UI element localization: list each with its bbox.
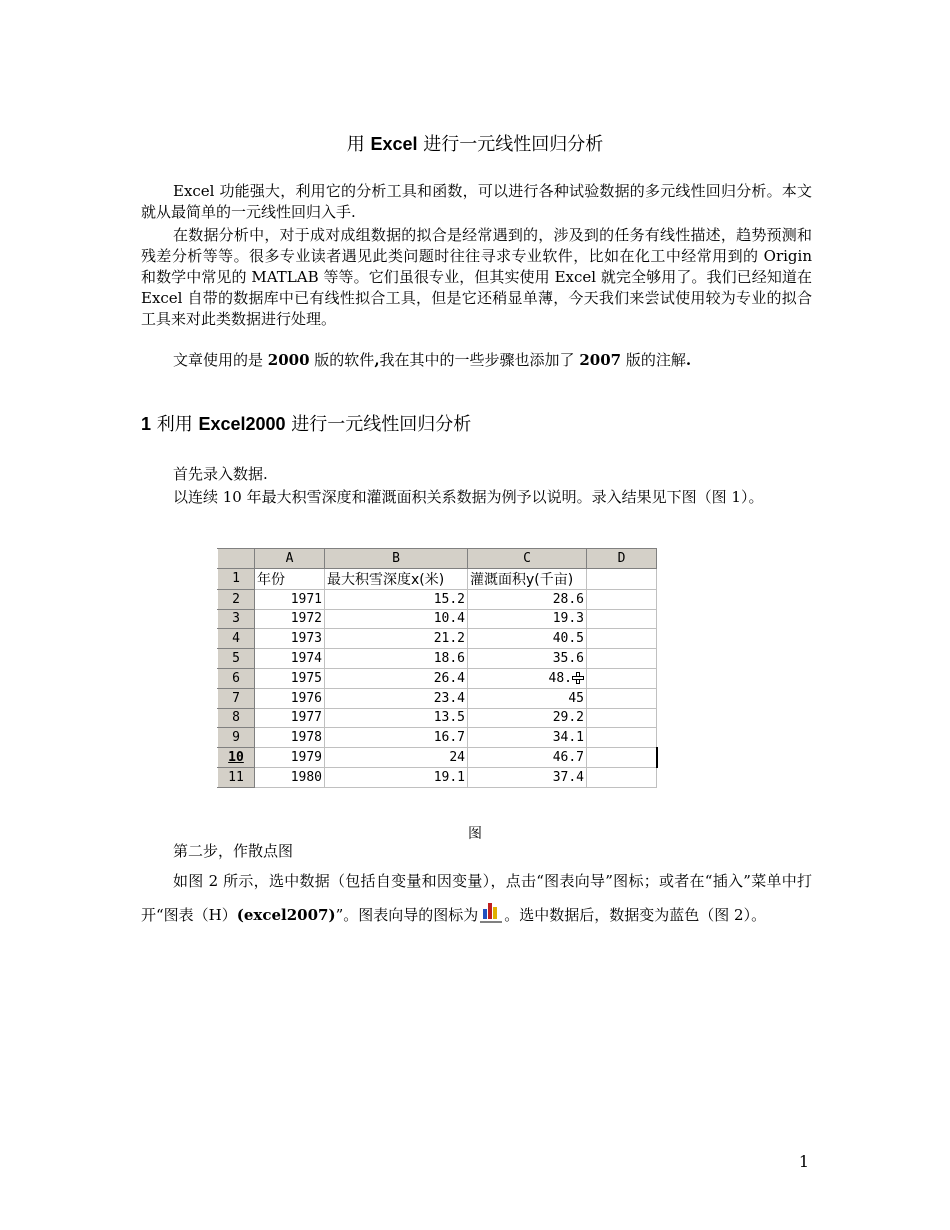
cell-year: 1973 xyxy=(255,629,325,649)
cell-y: 45 xyxy=(468,688,587,708)
table-row xyxy=(218,708,657,728)
cell-x: 23.4 xyxy=(325,688,468,708)
chart-wizard-icon xyxy=(480,899,502,923)
cell-empty xyxy=(587,668,657,688)
intro-paragraph-3: 文章使用的是 2000 版的软件,我在其中的一些步骤也添加了 2007 版的注解. xyxy=(173,351,692,369)
table-row xyxy=(218,748,657,768)
cell-x: 26.4 xyxy=(325,668,468,688)
step2-paragraph-2: 如图 2 所示，选中数据（包括自变量和因变量），点击“图表向导”图标；或者在“插入”菜单中打开“图表（H）(excel2007)”。图表向导的图标为 。选中数据后，数据变为蓝色（图 2）。 xyxy=(141,872,812,924)
cell-y: 37.4 xyxy=(468,767,587,787)
cell-year: 1978 xyxy=(255,728,325,748)
row-header: 4 xyxy=(218,629,255,649)
cell-year: 1979 xyxy=(255,748,325,768)
cell-empty xyxy=(587,649,657,669)
cell-y: 28.6 xyxy=(468,589,587,609)
cell-empty xyxy=(587,688,657,708)
spreadsheet-figure xyxy=(217,548,658,788)
cell-x: 16.7 xyxy=(325,728,468,748)
cell-year: 1974 xyxy=(255,649,325,669)
cell-x: 13.5 xyxy=(325,708,468,728)
col-header-d: D xyxy=(587,549,657,569)
cell-x: 19.1 xyxy=(325,767,468,787)
cell-year: 1975 xyxy=(255,668,325,688)
cell-empty xyxy=(587,767,657,787)
cell-year: 1972 xyxy=(255,609,325,629)
cell-empty xyxy=(587,708,657,728)
cell-empty xyxy=(587,589,657,609)
row-header: 9 xyxy=(218,728,255,748)
table-row xyxy=(218,767,657,787)
col-header-c: C xyxy=(468,549,587,569)
section-heading-1: 1 利用 Excel2000 进行一元线性回归分析 xyxy=(141,414,472,435)
step1-paragraph-2: 以连续 10 年最大积雪深度和灌溉面积关系数据为例予以说明。录入结果见下图（图 1）。 xyxy=(173,488,764,506)
cell-y: 35.6 xyxy=(468,649,587,669)
intro-paragraph-1: Excel 功能强大，利用它的分析工具和函数，可以进行各种试验数据的多元线性回归分析。本文就从最简单的一元线性回归入手. xyxy=(141,182,812,221)
cell-year: 1976 xyxy=(255,688,325,708)
table-row xyxy=(218,649,657,669)
cell-cursor-icon xyxy=(572,672,584,684)
col-header-b: B xyxy=(325,549,468,569)
cell-x: 15.2 xyxy=(325,589,468,609)
cell-year: 1977 xyxy=(255,708,325,728)
cell-x: 10.4 xyxy=(325,609,468,629)
step1-paragraph-1: 首先录入数据. xyxy=(173,465,268,483)
intro-paragraph-2: 在数据分析中，对于成对成组数据的拟合是经常遇到的，涉及到的任务有线性描述，趋势预测和残差分析等等。很多专业读者遇见此类问题时往往寻求专业软件，比如在化工中经常用到的 Origin 和数学中常见的 MATLAB 等等。它们虽很专业，但其实使用 Excel 就完全够用了。我们已经知道在 Excel 自带的数据库中已有线性拟合工具，但是它还稍显单薄，今天我们来尝试使用较为专业的拟合工具来对此类数据进行处理。 xyxy=(141,226,812,328)
row-header: 10 xyxy=(218,748,255,768)
step2-paragraph-1: 第二步，作散点图 xyxy=(173,842,294,860)
table-row xyxy=(218,609,657,629)
row-header: 5 xyxy=(218,649,255,669)
sheet-header-row xyxy=(218,568,657,589)
cell-empty xyxy=(587,609,657,629)
cell-y: 34.1 xyxy=(468,728,587,748)
cell-y: 40.5 xyxy=(468,629,587,649)
cell-empty xyxy=(587,728,657,748)
table-row xyxy=(218,668,657,688)
cell-year: 1971 xyxy=(255,589,325,609)
cell-b1: 最大积雪深度x(米) xyxy=(325,568,468,589)
cell-y: 46.7 xyxy=(468,748,587,768)
cell-c1: 灌溉面积y(千亩) xyxy=(468,568,587,589)
row-header: 7 xyxy=(218,688,255,708)
column-header-row xyxy=(218,549,657,569)
cell-x: 21.2 xyxy=(325,629,468,649)
corner-cell xyxy=(218,549,255,569)
table-row xyxy=(218,728,657,748)
table-row xyxy=(218,589,657,609)
row-header: 3 xyxy=(218,609,255,629)
col-header-a: A xyxy=(255,549,325,569)
page-number: 1 xyxy=(798,1152,809,1171)
table-row xyxy=(218,629,657,649)
cell-empty xyxy=(587,748,657,768)
cell-empty xyxy=(587,629,657,649)
document-title: 用 Excel 进行一元线性回归分析 xyxy=(346,134,604,155)
cell-year: 1980 xyxy=(255,767,325,787)
cell-x: 24 xyxy=(325,748,468,768)
cell-y: 48. xyxy=(468,668,587,688)
row-header: 2 xyxy=(218,589,255,609)
table-row xyxy=(218,688,657,708)
cell-x: 18.6 xyxy=(325,649,468,669)
cell-y: 29.2 xyxy=(468,708,587,728)
row-header: 6 xyxy=(218,668,255,688)
row-header: 8 xyxy=(218,708,255,728)
cell-a1: 年份 xyxy=(255,568,325,589)
row-header: 11 xyxy=(218,767,255,787)
row-header: 1 xyxy=(218,568,255,589)
cell-d1 xyxy=(587,568,657,589)
figure-caption: 图 xyxy=(468,826,482,842)
cell-y: 19.3 xyxy=(468,609,587,629)
